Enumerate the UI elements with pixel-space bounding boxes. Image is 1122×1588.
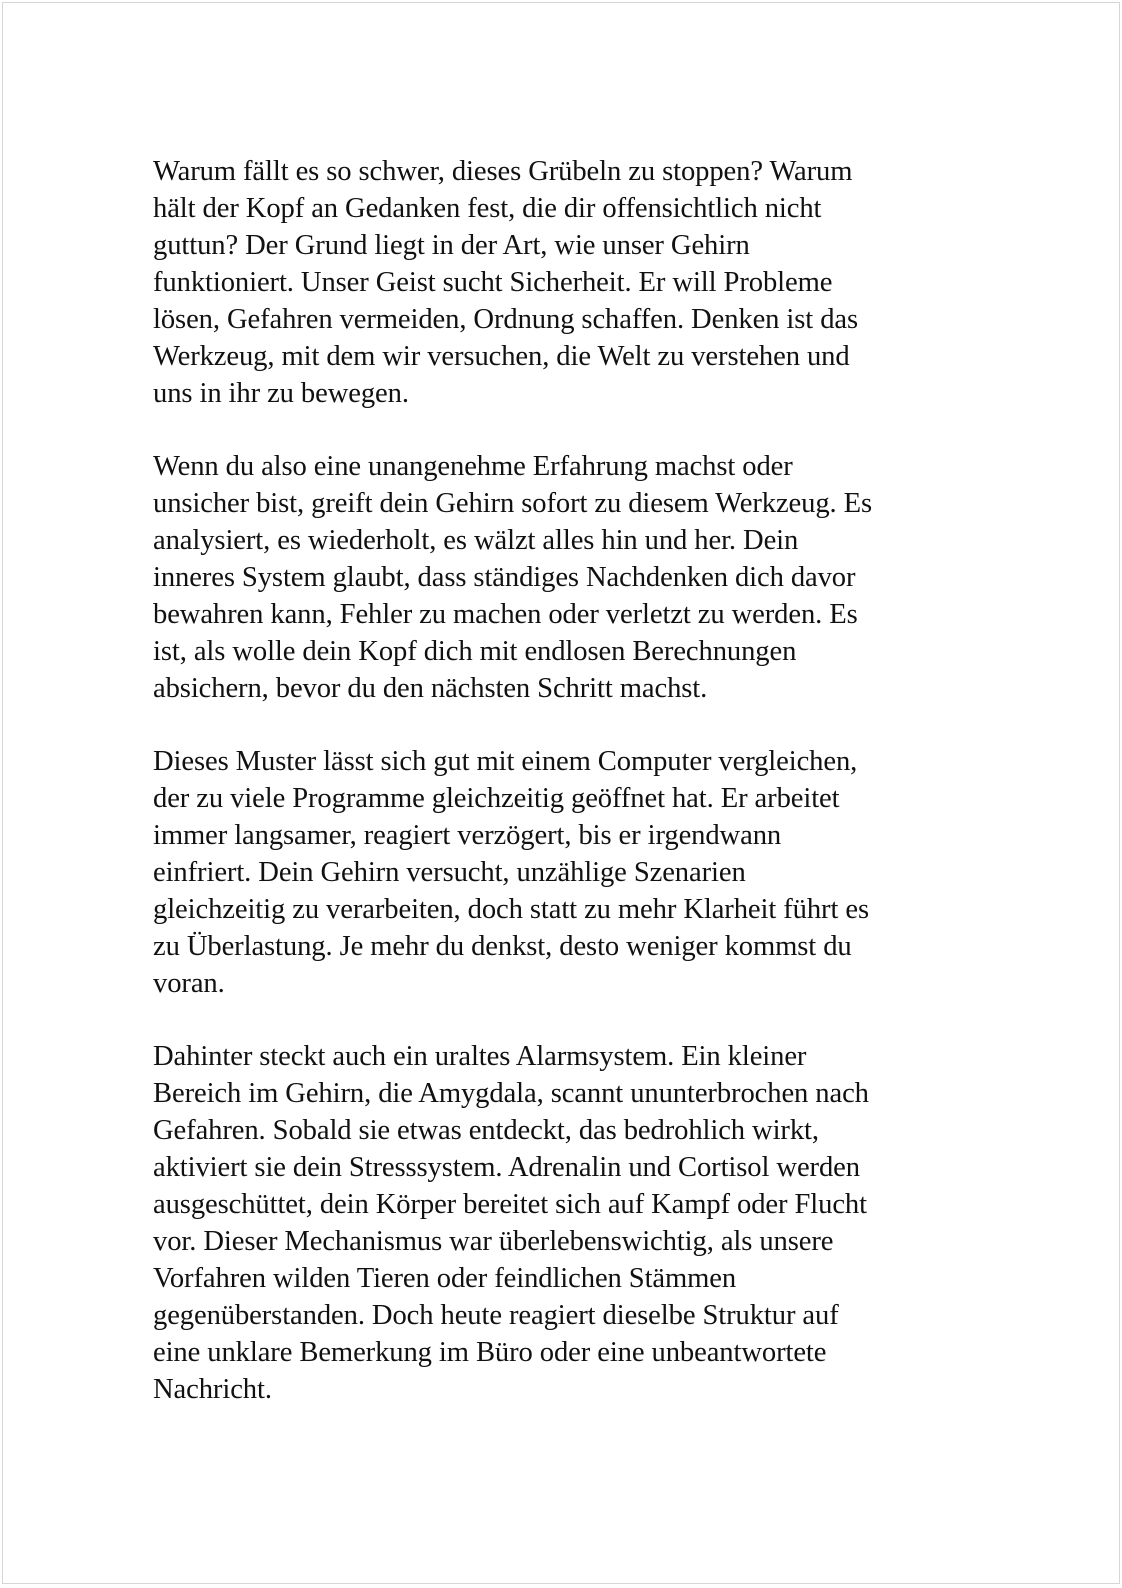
document-body xyxy=(153,153,963,1408)
text-line: voran. xyxy=(153,968,225,999)
text-line: einfriert. Dein Gehirn versucht, unzählige Szenarien xyxy=(153,857,746,888)
text-line: hält der Kopf an Gedanken fest, die dir offensichtlich nicht xyxy=(153,193,822,224)
text-line: funktioniert. Unser Geist sucht Sicherheit. Er will Probleme xyxy=(153,267,833,298)
paragraph-2 xyxy=(153,448,963,707)
text-line: Dieses Muster lässt sich gut mit einem Computer vergleichen, xyxy=(153,746,858,777)
text-line: guttun? Der Grund liegt in der Art, wie unser Gehirn xyxy=(153,230,750,261)
text-line: Nachricht. xyxy=(153,1374,272,1405)
text-line: Vorfahren wilden Tieren oder feindlichen Stämmen xyxy=(153,1263,737,1294)
paragraph-4 xyxy=(153,1038,963,1408)
text-line: immer langsamer, reagiert verzögert, bis er irgendwann xyxy=(153,820,782,851)
text-line: Warum fällt es so schwer, dieses Grübeln zu stoppen? Warum xyxy=(153,156,853,187)
text-line: gleichzeitig zu verarbeiten, doch statt zu mehr Klarheit führt es xyxy=(153,894,869,925)
text-line: zu Überlastung. Je mehr du denkst, desto weniger kommst du xyxy=(153,931,852,962)
text-line: ist, als wolle dein Kopf dich mit endlosen Berechnungen xyxy=(153,636,797,667)
text-line: Wenn du also eine unangenehme Erfahrung machst oder xyxy=(153,451,793,482)
text-line: Bereich im Gehirn, die Amygdala, scannt ununterbrochen nach xyxy=(153,1078,869,1109)
paragraph-1 xyxy=(153,153,963,412)
text-line: ausgeschüttet, dein Körper bereitet sich auf Kampf oder Flucht xyxy=(153,1189,867,1220)
text-line: der zu viele Programme gleichzeitig geöffnet hat. Er arbeitet xyxy=(153,783,840,814)
text-line: unsicher bist, greift dein Gehirn sofort zu diesem Werkzeug. Es xyxy=(153,488,873,519)
paragraph-3 xyxy=(153,743,963,1002)
text-line: absichern, bevor du den nächsten Schritt machst. xyxy=(153,673,708,704)
text-line: lösen, Gefahren vermeiden, Ordnung schaffen. Denken ist das xyxy=(153,304,859,335)
text-line: analysiert, es wiederholt, es wälzt alles hin und her. Dein xyxy=(153,525,799,556)
document-page xyxy=(2,2,1120,1584)
text-line: Werkzeug, mit dem wir versuchen, die Welt zu verstehen und xyxy=(153,341,850,372)
text-line: gegenüberstanden. Doch heute reagiert dieselbe Struktur auf xyxy=(153,1300,839,1331)
text-line: bewahren kann, Fehler zu machen oder verletzt zu werden. Es xyxy=(153,599,858,630)
text-line: vor. Dieser Mechanismus war überlebenswichtig, als unsere xyxy=(153,1226,834,1257)
text-line: inneres System glaubt, dass ständiges Nachdenken dich davor xyxy=(153,562,856,593)
text-line: Dahinter steckt auch ein uraltes Alarmsystem. Ein kleiner xyxy=(153,1041,807,1072)
text-line: uns in ihr zu bewegen. xyxy=(153,378,409,409)
text-line: eine unklare Bemerkung im Büro oder eine unbeantwortete xyxy=(153,1337,827,1368)
text-line: Gefahren. Sobald sie etwas entdeckt, das bedrohlich wirkt, xyxy=(153,1115,819,1146)
text-line: aktiviert sie dein Stresssystem. Adrenalin und Cortisol werden xyxy=(153,1152,860,1183)
